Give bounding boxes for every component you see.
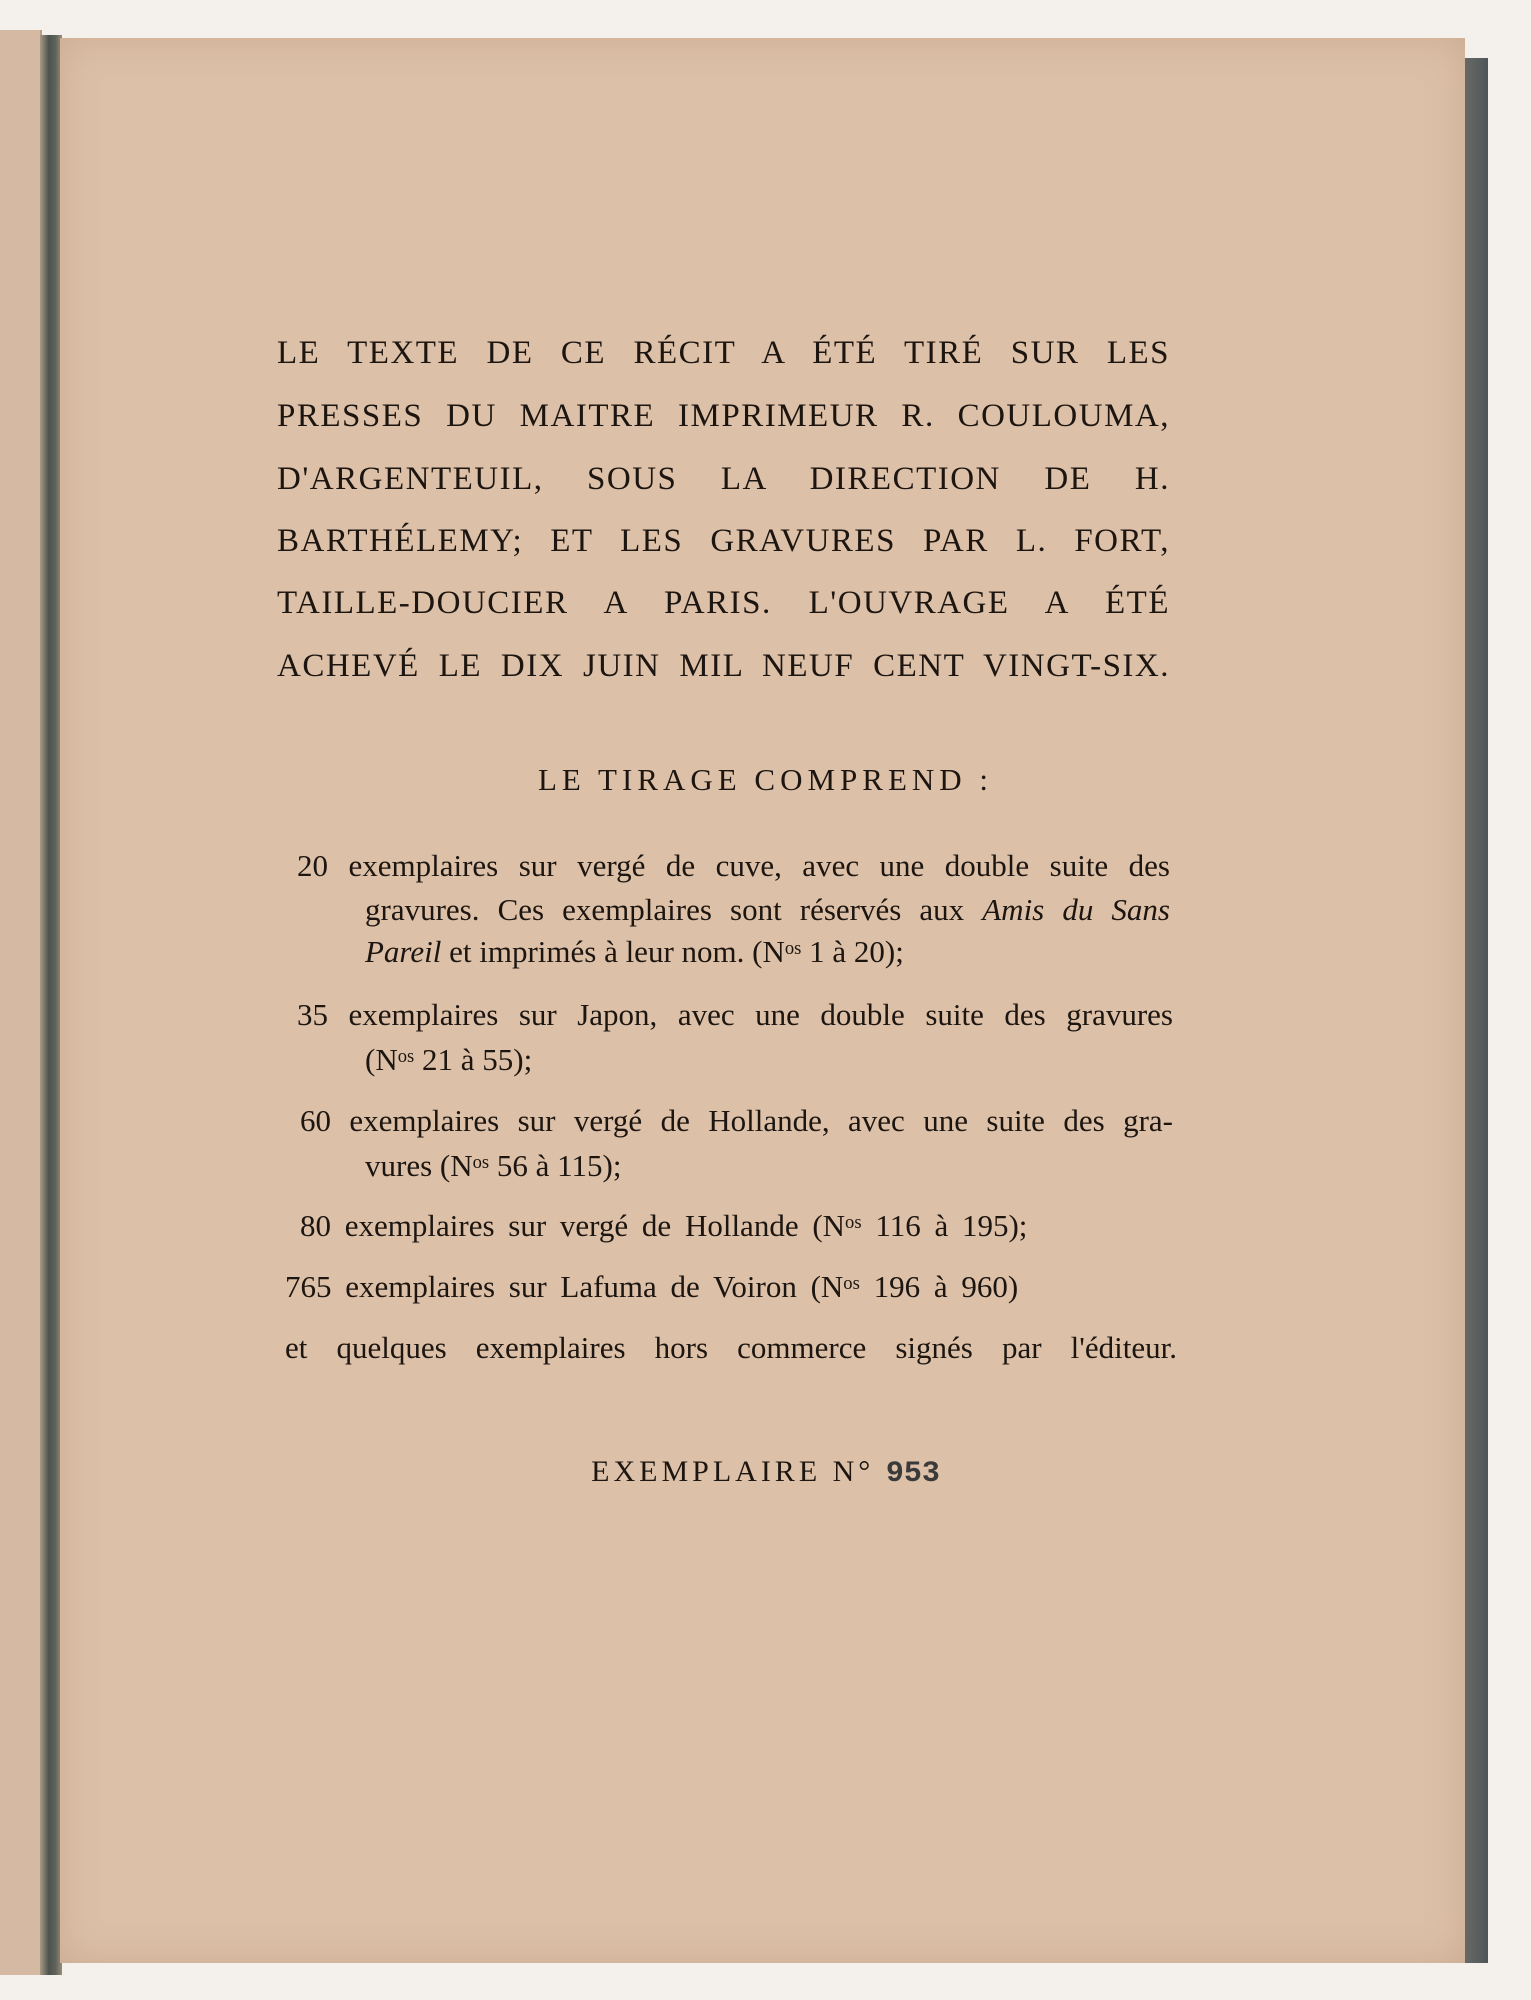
list-item bbox=[285, 1269, 1018, 1305]
colophon-line: BARTHÉLEMY; ET LES GRAVURES PAR L. FORT, bbox=[277, 523, 1170, 559]
colophon-line: PRESSES DU MAITRE IMPRIMEUR R. COULOUMA, bbox=[277, 398, 1170, 434]
text: et imprimés à leur nom. (N bbox=[441, 934, 785, 969]
book-spine bbox=[40, 35, 62, 1975]
stamped-number: 953 bbox=[885, 1457, 940, 1491]
italic-text: Pareil bbox=[365, 934, 442, 969]
colophon-line: TAILLE-DOUCIER A PARIS. L'OUVRAGE A ÉTÉ bbox=[277, 585, 1170, 621]
colophon-line: LE TEXTE DE CE RÉCIT A ÉTÉ TIRÉ SUR LES bbox=[277, 335, 1170, 371]
list-item: 60 exemplaires sur vergé de Hollande, avec une suite des gra- bbox=[300, 1103, 1173, 1138]
superscript: os bbox=[845, 1212, 862, 1233]
superscript: os bbox=[397, 1046, 415, 1067]
list-item-continuation bbox=[365, 934, 904, 970]
text: 1 à 20); bbox=[801, 934, 904, 969]
superscript: os bbox=[472, 1152, 490, 1173]
text: gravures. Ces exemplaires sont réservés aux bbox=[365, 892, 983, 927]
exemplaire-number bbox=[0, 1455, 1531, 1491]
tirage-heading: LE TIRAGE COMPREND : bbox=[537, 762, 994, 797]
list-item-continuation bbox=[365, 892, 1170, 928]
colophon-line: ACHEVÉ LE DIX JUIN MIL NEUF CENT VINGT-SIX. bbox=[277, 648, 1170, 684]
text: 116 à 195); bbox=[861, 1208, 1028, 1243]
text: 21 à 55); bbox=[414, 1042, 533, 1077]
italic-text: Amis du Sans bbox=[982, 892, 1170, 927]
list-item bbox=[300, 1208, 1027, 1244]
list-item: et quelques exemplaires hors commerce signés par l'éditeur. bbox=[285, 1330, 1177, 1365]
exemplaire-label: EXEMPLAIRE N° bbox=[591, 1455, 875, 1488]
text: 765 exemplaires sur Lafuma de Voiron (N bbox=[285, 1269, 844, 1304]
list-item-continuation bbox=[365, 1042, 532, 1078]
left-page-edge bbox=[0, 30, 42, 1975]
text: 56 à 115); bbox=[489, 1148, 622, 1183]
text: vures (N bbox=[365, 1148, 473, 1183]
list-item: 20 exemplaires sur vergé de cuve, avec une double suite des bbox=[297, 848, 1170, 883]
list-item: 35 exemplaires sur Japon, avec une double suite des gravures bbox=[297, 997, 1173, 1032]
text: 196 à 960) bbox=[859, 1269, 1019, 1304]
colophon-line: D'ARGENTEUIL, SOUS LA DIRECTION DE H. bbox=[277, 461, 1170, 497]
text: (N bbox=[365, 1042, 398, 1077]
superscript: os bbox=[784, 938, 802, 959]
list-item-continuation bbox=[365, 1148, 621, 1184]
text: 80 exemplaires sur vergé de Hollande (N bbox=[300, 1208, 846, 1243]
superscript: os bbox=[843, 1273, 860, 1294]
